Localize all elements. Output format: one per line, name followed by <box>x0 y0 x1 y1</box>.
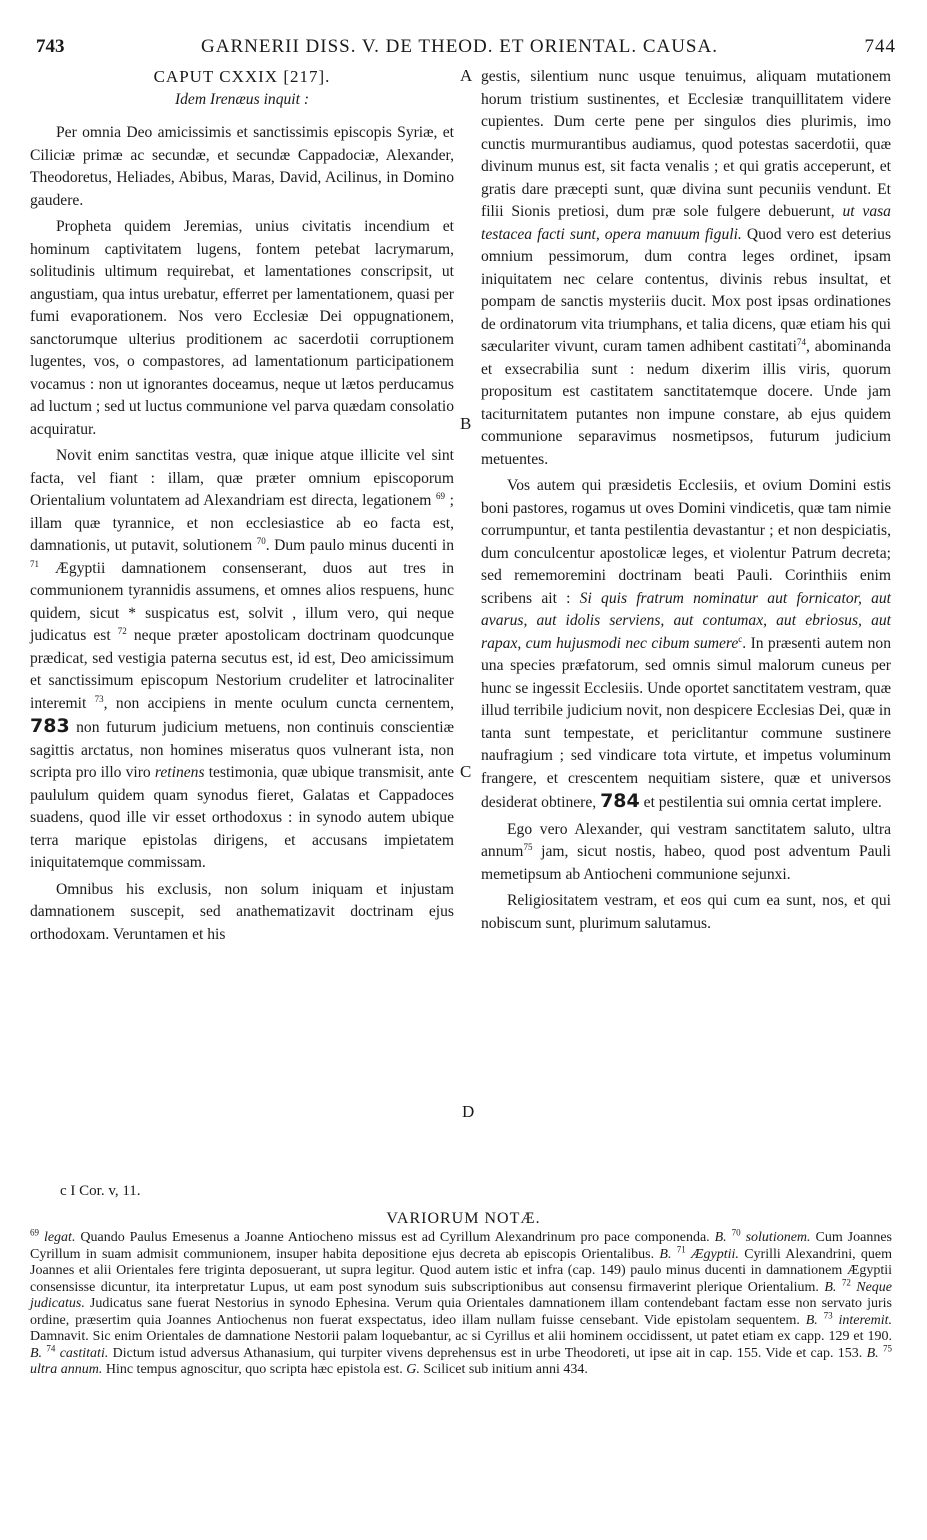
italic-run: ut vasa testacea facti sunt, opera manuum figuli. <box>481 203 891 243</box>
note-headword: legat. <box>43 1230 76 1245</box>
text-run: Ego vero Alexander, qui vestram sanctitatem saluto, ultra annum <box>481 820 891 860</box>
note-ref-75[interactable]: 75 <box>523 841 533 852</box>
note-ref-69[interactable]: 69 <box>436 490 446 501</box>
lamentation-paragraph: Propheta quidem Jeremias, unius civitatis incendium et hominum captivitatem lugens, fontem petebat lacrymarum, solitudinis ultimum requirebat, et lamentationes conscripsit, ut angustiam, qua intus urebatur, efferret per lamentationem, quasi per fumi evaporationem. Nos vero Ecclesiæ Dei oppugnationem, sanctorumque ulterius proditionem ac sacerdotii corruptionem lugentes, vos, o compastores, ad lamentationum participationem vocamus : non ut ignorantes doceamus, neque ut lætos perducamus ad luctum ; sed ut luctus communione vel parva quædam consolatio acquiratur. <box>30 218 454 438</box>
footnote-c: c I Cor. v, 11. <box>60 1183 141 1199</box>
page-number-right: 744 <box>864 36 896 57</box>
italic-run: retinens <box>154 764 205 781</box>
note-text: Scilicet sub initium anni 434. <box>419 1362 588 1377</box>
note-ref-73[interactable]: 73 <box>94 693 104 704</box>
column-marker-783: 783 <box>30 715 70 737</box>
note-text: Cyrilli Alexandrini, quem Joannes et alii Orientales fere triginta deposuerant, ut supra legitur. Quod autem istic et infra (cap. 149) paulo minus ducenti in damnationem Ægyptii consensisse dicuntur, ita interpretatur Lupus, ut eam post synodum suis subscriptionibus aut consensu firmaverint plerique Orientalium. <box>30 1246 893 1295</box>
left-column <box>30 66 454 950</box>
omnibus-paragraph: Omnibus his exclusis, non solum iniquam et injustam damnationem suscepit, sed anathematizavit doctrinam ejus orthodoxam. Veruntamen et his <box>30 880 454 943</box>
note-headword: solutionem. <box>745 1230 811 1245</box>
chapter-subtitle: Idem Irenæus inquit : <box>174 91 310 108</box>
note-siglum: B. <box>805 1312 818 1328</box>
text-run: . Dum paulo minus ducenti in <box>265 537 454 554</box>
closing-paragraph: Religiositatem vestram, et eos qui cum ea sunt, nos, et qui nobiscum sunt, plurimum salutamus. <box>481 892 891 932</box>
note-number: 70 <box>731 1227 741 1238</box>
scripture-quote: Si quis fratrum nominatur aut fornicator, aut avarus, aut idolis serviens, aut contumax, aut ebriosus, aut rapax, cum hujusmodi nec cibum sumere <box>481 589 891 652</box>
gestis-paragraph <box>481 66 891 471</box>
text-run: et pestilentia sui omnia certat implere. <box>639 794 882 811</box>
text-run: Novit enim sanctitas vestra, quæ inique atque illicite vel sint facta, vel fiant : illam, quæ præter omnium episcoporum Orientalium voluntatem ad Alexandriam est directa, legationem <box>30 447 454 509</box>
note-text: Judicatus sane fuerat Nestorius in synodo Ephesina. Verum quia Orientales damnationem illam contendebant factam esse non servato juris ordine, præsertim quia Joannes Antiochenus non fuerat exspectatus, ideo illam nullam fuisse censebant. Vide epistolam sequentem. <box>30 1296 892 1328</box>
note-headword: Ægyptii. <box>691 1246 739 1262</box>
note-number: 72 <box>841 1276 851 1287</box>
footnote-ref-c[interactable]: c <box>738 633 743 644</box>
margin-letter-a: A <box>460 66 473 85</box>
note-number: 74 <box>46 1342 56 1353</box>
note-text: Damnavit. Sic enim Orientales de damnatione Nestorii palam loquebantur, ac si Cyrillus et alii hominem occidissent, ut patet etiam ex capp. 129 et 190. <box>30 1329 892 1344</box>
text-run: neque præter apostolicam doctrinam quodcunque prædicat, sed vestigia paterna secutus est, id est, Deo amicissimum et sanctissimum episcopum Nestorium crudeliter et latrocinaliter interemit <box>30 627 455 712</box>
note-siglum: B. <box>659 1246 672 1262</box>
page-number-left: 743 <box>36 36 65 57</box>
text-run: , abominanda et exsecrabilia sunt : nedum dixerim illis viris, quorum propositum est castitatem sanctitatemque docere. Unde jam taciturnitatem putantes non impune constare, ab ejus quidem communione separavimus nosmetipsos, futurum judicium metuentes. <box>481 338 891 468</box>
text-run: non futurum judicium metuens, non continuis conscientiæ sagittis arctatus, non homines miseratus quos vulnerant ista, non scripta pro illo viro <box>30 719 454 781</box>
note-ref-70[interactable]: 70 <box>256 535 266 546</box>
ego-vero-paragraph <box>481 819 891 887</box>
note-headword: castitati. <box>59 1345 109 1361</box>
note-number: 71 <box>676 1243 686 1254</box>
note-headword: ultra annum. <box>30 1362 103 1377</box>
note-siglum: B. <box>866 1345 879 1361</box>
text-run: . In præsenti autem non una species præfatorum, sed omnis simul malorum cuneus per hunc se ingessit Ecclesiis. Unde oportet sanctitatem vestram, quæ illud terribile judicium novit, non despicere Ecclesias Dei, quæ in tanta sunt tempestate, et periclitantur commune sustinere naufragium ; sed vindicare tota virtute, et impetus voluminum frangere, et crescentem nequitiam sistere, quæ et universos desiderat obtinere, <box>481 634 891 811</box>
running-title: GARNERII DISS. V. DE THEOD. ET ORIENTAL. CAUSA. <box>201 36 718 57</box>
variorum-title: VARIORUM NOTÆ. <box>386 1210 541 1227</box>
text-run: ; illam quæ tyrannice, et non ecclesiastice ab eo facta est, damnationis, ut putavit, solutionem <box>30 492 455 554</box>
note-text: Cum Joannes Cyrillum in suam admisit communionem, insuper habita depositione ejus decreta ab episcopis Orientalibus. <box>30 1230 892 1262</box>
salutation-paragraph: Per omnia Deo amicissimis et sanctissimis episcopis Syriæ, et Ciliciæ primæ ac secundæ, et secundæ Cappadociæ, Alexander, Theodoretus, Heliades, Abibus, Maras, David, Acilinus, in Domino gaudere. <box>30 124 454 209</box>
note-text: Dictum istud adversus Athanasium, qui turpiter vivens deprehensus est in urbe Theodoreti, ut ipse ait in cap. 155. Vide et cap. 153. <box>108 1345 867 1361</box>
text-run: Vos autem qui præsidetis Ecclesiis, et ovium Domini estis boni pastores, rogamus ut oves Domini vindicetis, quæ tam nimie corrumpuntur, et tanta pestilentia devastantur ; et non despiciatis, dum conculcentur apostolicæ leges, et violentur Patrum decreta; sed rememoremini doctrinam beati Pauli. Corinthiis enim scribens ait : <box>481 477 891 607</box>
note-number: 75 <box>883 1342 893 1353</box>
note-ref-74[interactable]: 74 <box>796 336 806 347</box>
note-headword: Neque judicatus. <box>30 1279 893 1311</box>
chapter-title: CAPUT CXXIX [217]. <box>153 67 331 86</box>
margin-letter-c: C <box>460 762 472 781</box>
vos-autem-paragraph <box>481 475 891 815</box>
note-ref-71[interactable]: 71 <box>30 558 39 569</box>
note-ref-72[interactable]: 72 <box>117 625 127 636</box>
note-siglum: B. <box>714 1230 727 1245</box>
note-text: Quando Paulus Emesenus a Joanne Antiocheno missus est ad Cyrillum Alexandrinum pro pace componenda. <box>75 1230 715 1245</box>
text-run: jam, sicut nostis, habeo, quod post adventum Pauli memetipsum ab Antiocheni communione sejunxi. <box>481 843 891 883</box>
variorum-notes <box>30 1227 893 1379</box>
novit-paragraph <box>30 445 454 875</box>
running-header <box>36 36 896 60</box>
note-headword: interemit. <box>838 1312 893 1328</box>
margin-letter-d: D <box>462 1102 475 1121</box>
text-run: gestis, silentium nunc usque tenuimus, aliquam mutationem horum tristium sustinentes, et Ecclesiæ tranquillitatem videre cupientes. Dum certe pene per singulos dies plurimis, imo cunctis murmurantibus audiamus, quod potestas sacerdotii, quæ divinum munus est, sit facta venalis ; et qui gratis acceperunt, et gratis dare præcepti sunt, quæ divina sunt pecuniis vendunt. Et filii Sionis pretiosi, dum præ sole fulgere debuerunt, <box>481 68 891 220</box>
text-run: testimonia, quæ ubique transmisit, ante paululum quidem quam synodus fieret, Galatas et Cappadoces suadens, quod ille vir esset orthodoxus : in synodo autem ubique terra marique epistolas dirigens, et accusans impietatem iniquitatemque commissam. <box>30 764 455 871</box>
note-siglum: B. <box>30 1345 43 1361</box>
text-run: Ægyptii damnationem consenserant, duos aut tres in communionem tyrannidis assumens, et omnes alios respuens, hunc quidem, sicut * suspicatus est, solvit , illum vero, qui neque judicatus est <box>30 559 454 644</box>
text-run: Quod vero est deterius omnium pessimorum, dum contra leges ordinet, ipsam iniquitatem nec celare contentus, divinis rebus insultat, et pompam de sanctis mysteriis ducit. Mox post ipsas ordinationes de ordinatorum vita triumphans, et talia dicens, quæ etiam his qui sæculariter vivunt, curam tamen adhibent castitati <box>481 225 892 355</box>
text-run: , non accipiens in mente oculum cuncta cernentem, <box>103 694 454 712</box>
note-number: 69 <box>30 1227 39 1238</box>
column-marker-784: 784 <box>600 790 640 812</box>
note-number: 73 <box>823 1309 833 1320</box>
right-column <box>481 66 891 939</box>
note-text: Hinc tempus agnoscitur, quo scripta hæc epistola est. <box>102 1362 407 1377</box>
note-siglum: G. <box>406 1362 420 1377</box>
margin-letter-b: B <box>460 414 472 433</box>
note-siglum: B. <box>824 1279 837 1295</box>
